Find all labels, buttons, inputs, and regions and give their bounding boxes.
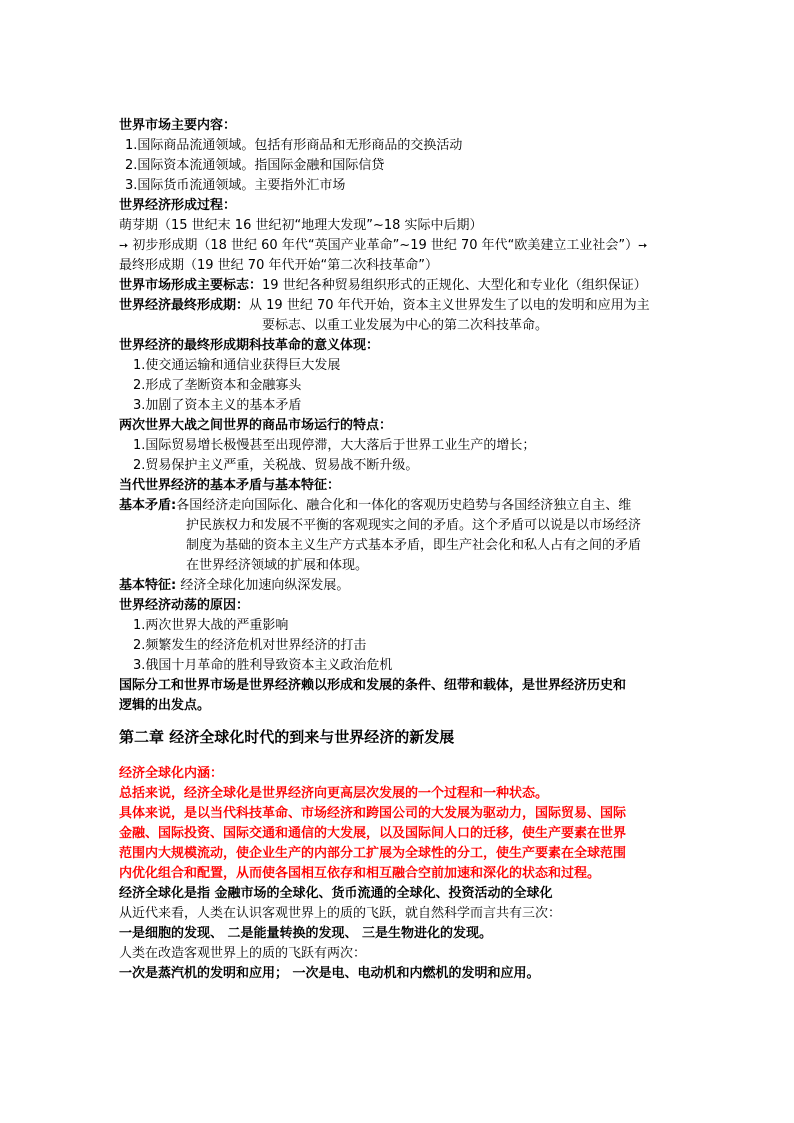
paragraph-line: 经济全球化是指 金融市场的全球化、货币流通的全球化、投资活动的全球化 [119,886,553,901]
paragraph-line: 一是细胞的发现、 二是能量转换的发现、 三是生物进化的发现。 [119,926,493,941]
term-label: 世界经济最终形成期： [119,298,250,313]
paragraph-text: 从 19 世纪 70 年代开始，资本主义世界发生了以电的发明和应用为主 [249,298,650,313]
paragraph-line [119,296,681,316]
paragraph-line: 国际分工和世界市场是世界经济赖以形成和发展的条件、纽带和载体，是世界经济历史和 [119,678,627,693]
heading-turmoil: 世界经济动荡的原因： [119,598,250,613]
list-item: 2.形成了垄断资本和金融寡头 [133,378,302,393]
paragraph-line: 制度为基础的资本主义生产方式基本矛盾，即生产社会化和私人占有之间的矛盾 [186,538,642,553]
heading-formation-process: 世界经济形成过程： [119,198,237,213]
heading-contemporary: 当代世界经济的基本矛盾与基本特征： [119,478,341,493]
chapter-title: 第二章 经济全球化时代的到来与世界经济的新发展 [119,728,455,746]
list-item: 1.两次世界大战的严重影响 [133,618,289,633]
paragraph-text: 经济全球化加速向纵深发展。 [176,578,350,593]
paragraph-line: 范围内大规模流动，使企业生产的内部分工扩展为全球性的分工，使生产要素在全球范围 [119,846,627,861]
paragraph-line: 在世界经济领域的扩展和体现。 [186,558,369,573]
paragraph-text: 19 世纪各种贸易组织形式的正规化、大型化和专业化（组织保证） [262,278,647,293]
term-label: 基本特征: [119,578,177,593]
heading-interwar: 两次世界大战之间世界的商品市场运行的特点： [119,418,393,433]
paragraph-line: 一次是蒸汽机的发明和应用； 一次是电、电动机和内燃机的发明和应用。 [119,966,540,981]
paragraph-line: 总括来说，经济全球化是世界经济向更高层次发展的一个过程和一种状态。 [119,786,549,801]
paragraph-line: 最终形成期（19 世纪 70 年代开始“第二次科技革命”） [119,258,438,273]
list-item: 2.国际资本流通领域。指国际金融和国际信贷 [125,158,385,173]
list-item: 1.使交通运输和通信业获得巨大发展 [133,358,341,373]
arrow-icon: ➙ [119,239,129,252]
paragraph-line: 具体来说，是以当代科技革命、市场经济和跨国公司的大发展为驱动力，国际贸易、国际 [119,806,627,821]
list-item: 3.加剧了资本主义的基本矛盾 [133,398,302,413]
paragraph-text: 初步形成期（18 世纪 60 年代“英国产业革命”~19 世纪 70 年代“欧美建立工业社会”） [128,238,639,253]
paragraph-text: 各国经济走向国际化、融合化和一体化的客观历史趋势与各国经济独立自主、维 [176,498,632,513]
document-body [119,116,681,984]
list-item: 2.贸易保护主义严重，关税战、贸易战不断升级。 [133,458,419,473]
list-item: 1.国际贸易增长极慢甚至出现停滞，大大落后于世界工业生产的增长； [133,438,536,453]
term-label: 世界市场形成主要标志： [119,278,263,293]
heading-connotation: 经济全球化内涵： [119,766,224,781]
paragraph-line: 人类在改造客观世界上的质的飞跃有两次： [119,946,367,961]
paragraph-line [119,276,681,296]
heading-world-market: 世界市场主要内容： [119,118,237,133]
paragraph-line [119,496,681,516]
list-item: 2.频繁发生的经济危机对世界经济的打击 [133,638,367,653]
paragraph-line: 萌芽期（15 世纪末 16 世纪初“地理大发现”~18 实际中后期） [119,218,483,233]
paragraph-line [119,236,681,256]
paragraph-line: 护民族权力和发展不平衡的客观现实之间的矛盾。这个矛盾可以说是以市场经济 [186,518,642,533]
term-label: 基本矛盾: [119,498,177,513]
paragraph-line: 内优化组合和配置，从而使各国相互依存和相互融合空前加速和深化的状态和过程。 [119,866,601,881]
paragraph-line: 要标志、以重工业发展为中心的第二次科技革命。 [262,318,549,333]
arrow-icon: ➙ [638,239,648,252]
paragraph-line: 金融、国际投资、国际交通和通信的大发展，以及国际间人口的迁移，使生产要素在世界 [119,826,627,841]
heading-tech-revolution: 世界经济的最终形成期科技革命的意义体现： [119,338,380,353]
list-item: 1.国际商品流通领域。包括有形商品和无形商品的交换活动 [125,138,463,153]
paragraph-line: 从近代来看，人类在认识客观世界上的质的飞跃，就自然科学而言共有三次： [119,906,562,921]
list-item: 3.国际货币流通领域。主要指外汇市场 [125,178,346,193]
paragraph-line: 逻辑的出发点。 [119,698,211,713]
paragraph-line [119,576,681,596]
list-item: 3.俄国十月革命的胜利导致资本主义政治危机 [133,658,393,673]
